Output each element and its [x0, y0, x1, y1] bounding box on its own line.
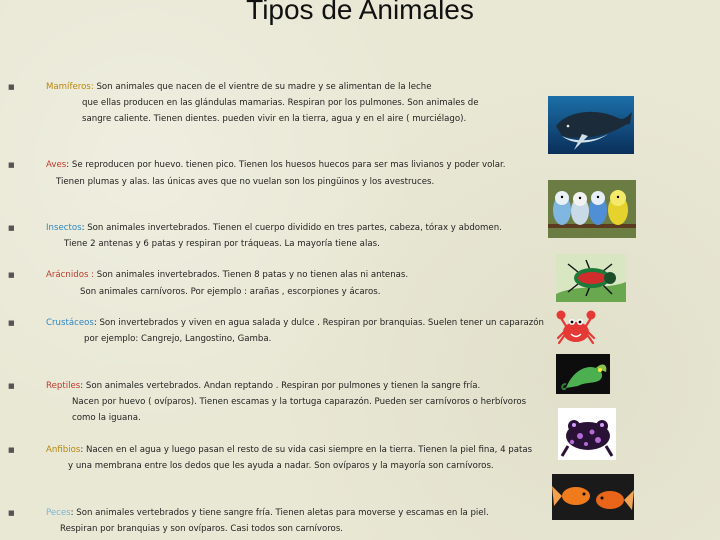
goldfish-image — [552, 474, 634, 520]
description-text: : Son animales invertebrados. Tienen el cuerpo dividido en tres partes, cabeza, tórax y abdomen. — [81, 223, 502, 233]
bullet-icon: ■ — [8, 319, 15, 327]
description-text: como la iguana. — [72, 413, 141, 423]
term-label: Aves — [46, 160, 67, 170]
description-text: por ejemplo: Cangrejo, Langostino, Gamba. — [84, 334, 272, 344]
description-text: Son animales que nacen de el vientre de su madre y se alimentan de la leche — [93, 82, 432, 92]
description-text: Respiran por branquias y son ovíparos. Casi todos son carnívoros. — [60, 524, 344, 534]
description-text: Tiene 2 antenas y 6 patas y respiran por tráqueas. La mayoría tiene alas. — [64, 239, 380, 249]
term-label: Reptiles — [46, 381, 81, 391]
description-text: sangre caliente. Tienen dientes. pueden vivir en la tierra, agua y en el aire ( murciélago). — [82, 114, 467, 124]
beetle-image — [556, 254, 626, 302]
description-text: Son animales carnívoros. Por ejemplo : arañas , escorpiones y ácaros. — [80, 287, 381, 297]
description-text: Son animales invertebrados. Tienen 8 patas y no tienen alas ni antenas. — [94, 270, 409, 280]
bullet-icon: ■ — [8, 446, 15, 454]
bullet-icon: ■ — [8, 224, 15, 232]
whale-image — [548, 96, 634, 154]
page-title: Tipos de Animales — [246, 0, 474, 25]
term-label: Mamíferos: — [46, 82, 94, 92]
crab-image — [556, 306, 596, 348]
bullet-icon: ■ — [8, 509, 15, 517]
description-text: : Nacen en el agua y luego pasan el resto de su vida casi siempre en la tierra. Tienen la piel fina, 4 patas — [80, 445, 533, 455]
bullet-icon: ■ — [8, 161, 15, 169]
bullet-icon: ■ — [8, 382, 15, 390]
description-text: : Son animales vertebrados. Andan reptando . Respiran por pulmones y tienen la sangre fría. — [80, 381, 481, 391]
description-text: : Son animales vertebrados y tiene sangre fría. Tienen aletas para moverse y escamas en la piel. — [70, 508, 489, 518]
term-label: Arácnidos : — [46, 270, 95, 280]
term-label: Peces — [46, 508, 71, 518]
bullet-icon: ■ — [8, 271, 15, 279]
description-text: Nacen por huevo ( ovíparos). Tienen escamas y la tortuga caparazón. Pueden ser carnívoros o herbívoros — [72, 397, 527, 407]
description-text: Tienen plumas y alas. las únicas aves que no vuelan son los pingüinos y los avestruces. — [56, 177, 435, 187]
term-label: Crustáceos — [46, 318, 94, 328]
term-label: Anfibios — [46, 445, 81, 455]
description-text: : Se reproducen por huevo. tienen pico. Tienen los huesos huecos para ser mas livianos y poder volar. — [66, 160, 506, 170]
chameleon-image — [556, 354, 610, 394]
description-text: : Son invertebrados y viven en agua salada y dulce . Respiran por branquias. Suelen tener un caparazón — [93, 318, 544, 328]
bullet-icon: ■ — [8, 83, 15, 91]
term-label: Insectos — [46, 223, 82, 233]
parakeets-image — [548, 180, 636, 238]
description-text: y una membrana entre los dedos que les ayuda a nadar. Son ovíparos y la mayoría son carnívoros. — [68, 461, 494, 471]
frog-image — [558, 408, 616, 460]
description-text: que ellas producen en las glándulas mamarias. Respiran por los pulmones. Son animales de — [82, 98, 479, 108]
